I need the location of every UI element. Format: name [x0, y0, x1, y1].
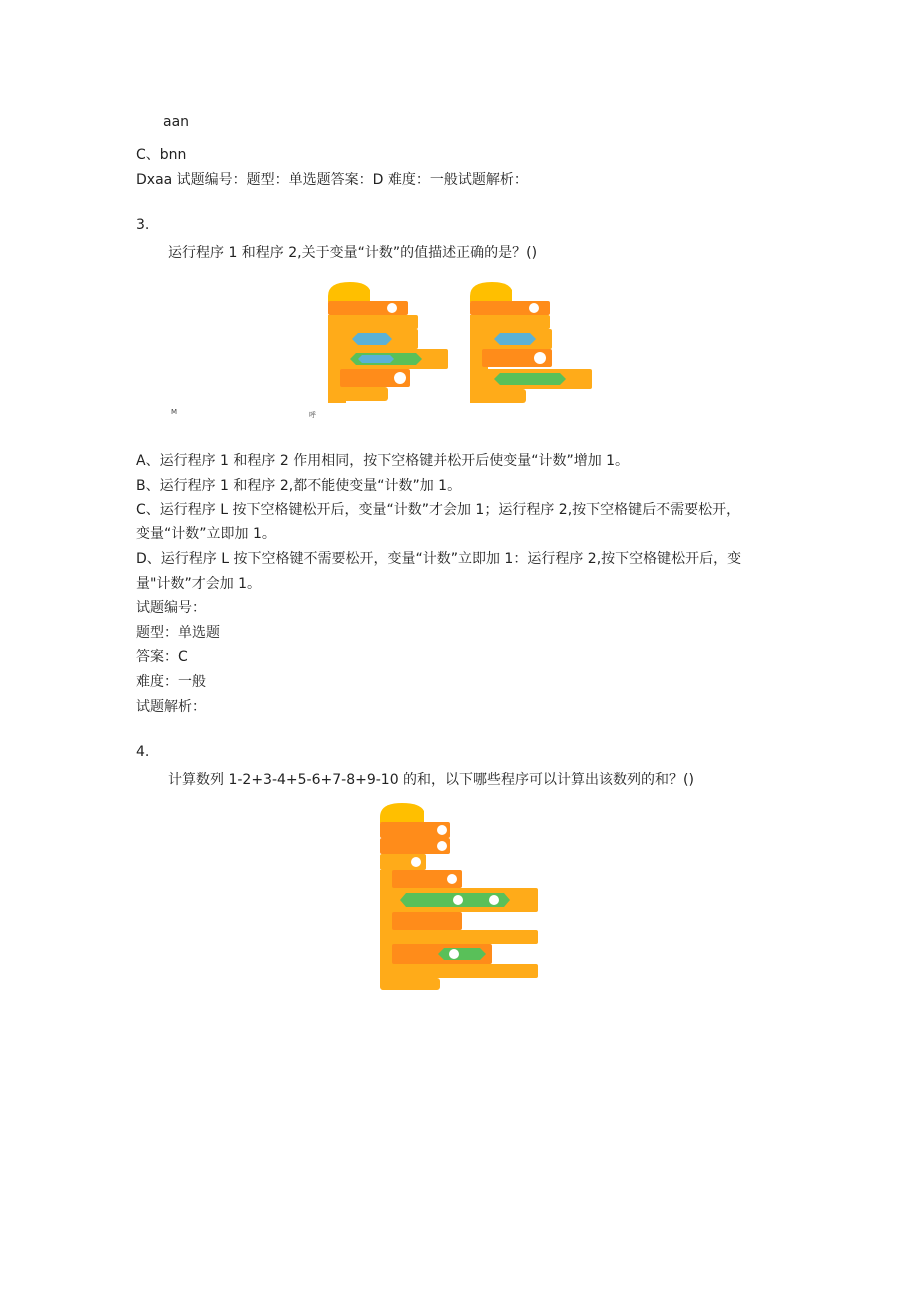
option-b: B、运行程序 1 和程序 2,都不能使变量“计数”加 1。 [136, 478, 462, 494]
analysis: 试题解析： [136, 699, 206, 715]
question-type: 题型：单选题 [136, 625, 220, 641]
option-b-value: aan [163, 114, 190, 130]
figure-label-2: 呼 [309, 411, 316, 419]
question-3-number: 3. [136, 217, 150, 233]
option-a: A、运行程序 1 和程序 2 作用相同，按下空格键并松开后使变量“计数”增加 1。 [136, 453, 630, 469]
program-2-blocks-image [468, 280, 594, 406]
question-4-stem: 计算数列 1-2+3-4+5-6+7-8+9-10 的和，以下哪些程序可以计算出该数列的和？() [168, 772, 694, 788]
program-3-blocks-image [378, 801, 542, 993]
question-3-stem: 运行程序 1 和程序 2,关于变量“计数”的值描述正确的是？() [168, 245, 538, 261]
option-c-line-2: 变量“计数”立即加 1。 [136, 526, 276, 542]
option-c: C、bnn [136, 147, 187, 163]
question-4-number: 4. [136, 744, 150, 760]
option-d-line-1: D、运行程序 L 按下空格键不需要松开，变量“计数”立即加 1：运行程序 2,按下空格键松开后，变 [136, 551, 742, 567]
question-2-meta: Dxaa 试题编号：题型：单选题答案：D 难度：一般试题解析： [136, 172, 528, 188]
figure-label-1: M [171, 408, 178, 416]
question-id: 试题编号： [136, 600, 206, 616]
option-c-line-1: C、运行程序 L 按下空格键松开后，变量“计数”才会加 1；运行程序 2,按下空格键后不需要松开， [136, 502, 741, 518]
program-1-blocks-image [326, 280, 452, 406]
answer: 答案：C [136, 649, 188, 665]
difficulty: 难度：一般 [136, 674, 206, 690]
option-d-line-2: 量"计数”才会加 1。 [136, 576, 262, 592]
